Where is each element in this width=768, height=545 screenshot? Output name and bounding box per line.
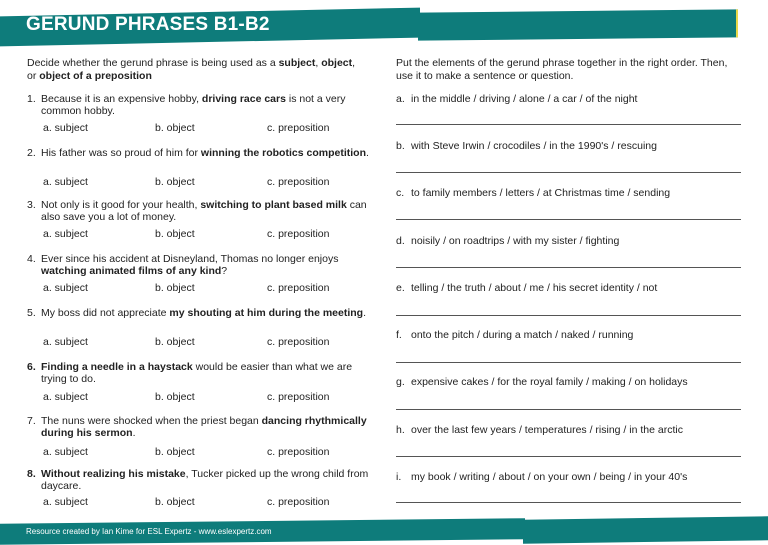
gerund-phrase: watching animated films of any kind [41,265,222,277]
item-elements: my book / writing / about / on your own / being / in your 40's [411,471,688,483]
question-number: 1. [27,93,36,105]
answer-options [43,336,379,348]
question-text-end: would be easier than what we are trying to do. [41,361,353,385]
answer-line[interactable] [396,267,741,268]
item-elements: to family members / letters / at Christmas time / sending [411,187,671,199]
option-subject[interactable]: a. subject [43,122,88,134]
answer-line[interactable] [396,409,741,410]
option-subject[interactable]: a. subject [43,282,88,294]
reorder-item-8 [396,424,742,436]
question-text: His father was so proud of him for [41,147,201,159]
option-subject[interactable]: a. subject [43,336,88,348]
question-text-end: . [365,147,369,159]
question-number: 7. [27,415,36,427]
option-subject[interactable]: a. subject [43,496,88,508]
question-text-end: , Tucker picked up the wrong child from daycare. [41,468,369,492]
item-letter: e. [396,282,405,294]
question-number: 4. [27,253,36,265]
header-banner-right [418,9,738,40]
question-7 [27,415,372,439]
reorder-item-6 [396,329,742,341]
gerund-phrase: switching to plant based milk [200,199,347,211]
item-letter: c. [396,187,405,199]
answer-line[interactable] [396,315,741,316]
item-elements: expensive cakes / for the royal family / making / on holidays [411,376,688,388]
left-instructions: Decide whether the gerund phrase is being used as a subject, object, or object of a preposition [27,57,356,82]
option-preposition[interactable]: c. preposition [267,282,330,294]
item-letter: h. [396,424,405,436]
option-object[interactable]: b. object [155,391,195,403]
reorder-item-3 [396,187,742,199]
question-2 [27,147,372,159]
gerund-phrase: Without realizing his mistake [41,468,186,480]
option-object[interactable]: b. object [155,496,195,508]
option-preposition[interactable]: c. preposition [267,336,330,348]
item-letter: d. [396,235,405,247]
gerund-phrase: my shouting at him during the meeting [169,307,364,319]
question-text: Ever since his accident at Disneyland, Thomas no longer enjoys [41,253,339,265]
answer-line[interactable] [396,362,741,363]
reorder-item-1 [396,93,742,105]
item-letter: g. [396,376,405,388]
answer-line[interactable] [396,502,741,503]
question-number: 8. [27,468,36,480]
question-text-end: is not a very common hobby. [41,93,346,117]
option-object[interactable]: b. object [155,176,195,188]
answer-options [43,496,379,508]
gerund-phrase: driving race cars [201,93,286,105]
option-subject[interactable]: a. subject [43,446,88,458]
question-text-end: can also save you a lot of money. [41,199,367,223]
answer-options [43,391,379,403]
footer-banner-right [523,516,768,543]
reorder-item-4 [396,235,742,247]
question-text-end: . [363,307,366,319]
answer-line[interactable] [396,456,741,457]
option-subject[interactable]: a. subject [43,176,88,188]
question-text: The nuns were shocked when the priest began [41,415,262,427]
item-elements: over the last few years / temperatures / rising / in the arctic [411,424,683,436]
question-8 [27,468,372,492]
question-3 [27,199,372,223]
page-title: GERUND PHRASES B1-B2 [26,14,270,35]
item-elements: with Steve Irwin / crocodiles / in the 1990's / rescuing [411,140,657,152]
gerund-phrase: winning the robotics competition [200,147,366,159]
answer-options [43,446,379,458]
question-text: Not only is it good for your health, [41,199,201,211]
item-elements: in the middle / driving / alone / a car / of the night [411,93,638,105]
option-preposition[interactable]: c. preposition [267,446,330,458]
question-text-end: . [132,427,136,439]
option-object[interactable]: b. object [155,282,195,294]
question-number: 6. [27,361,36,373]
item-letter: a. [396,93,405,105]
answer-line[interactable] [396,124,741,125]
reorder-item-7 [396,376,742,388]
item-letter: i. [396,471,402,483]
question-6 [27,361,372,385]
option-subject[interactable]: a. subject [43,391,88,403]
question-number: 3. [27,199,36,211]
gerund-phrase: dancing rhythmically during his sermon [41,415,367,439]
item-letter: f. [396,329,402,341]
option-preposition[interactable]: c. preposition [267,228,330,240]
reorder-item-9 [396,471,742,483]
option-preposition[interactable]: c. preposition [267,176,330,188]
answer-options [43,228,379,240]
answer-line[interactable] [396,172,741,173]
answer-options [43,122,379,134]
question-5 [27,307,372,319]
question-1 [27,93,372,117]
question-text-end: ? [221,265,228,277]
option-preposition[interactable]: c. preposition [267,391,330,403]
item-elements: onto the pitch / during a match / naked / running [411,329,634,341]
item-letter: b. [396,140,405,152]
item-elements: telling / the truth / about / me / his secret identity / not [411,282,658,294]
option-object[interactable]: b. object [155,336,195,348]
question-number: 5. [27,307,36,319]
question-text: My boss did not appreciate [41,307,170,319]
answer-options [43,282,379,294]
answer-line[interactable] [396,219,741,220]
gerund-phrase: Finding a needle in a haystack [41,361,193,373]
option-object[interactable]: b. object [155,122,195,134]
question-text: Because it is an expensive hobby, [41,93,202,105]
option-object[interactable]: b. object [155,446,195,458]
answer-options [43,176,379,188]
question-4 [27,253,372,277]
reorder-item-5 [396,282,742,294]
reorder-item-2 [396,140,742,152]
option-object[interactable]: b. object [155,228,195,240]
question-number: 2. [27,147,36,159]
right-instructions: Put the elements of the gerund phrase together in the right order. Then, use it to make a sentence or question. [396,57,728,82]
option-preposition[interactable]: c. preposition [267,496,330,508]
option-preposition[interactable]: c. preposition [267,122,330,134]
option-subject[interactable]: a. subject [43,228,88,240]
footer-credit: Resource created by Ian Kime for ESL Expertz - www.eslexpertz.com [26,527,272,536]
item-elements: noisily / on roadtrips / with my sister / fighting [411,235,620,247]
